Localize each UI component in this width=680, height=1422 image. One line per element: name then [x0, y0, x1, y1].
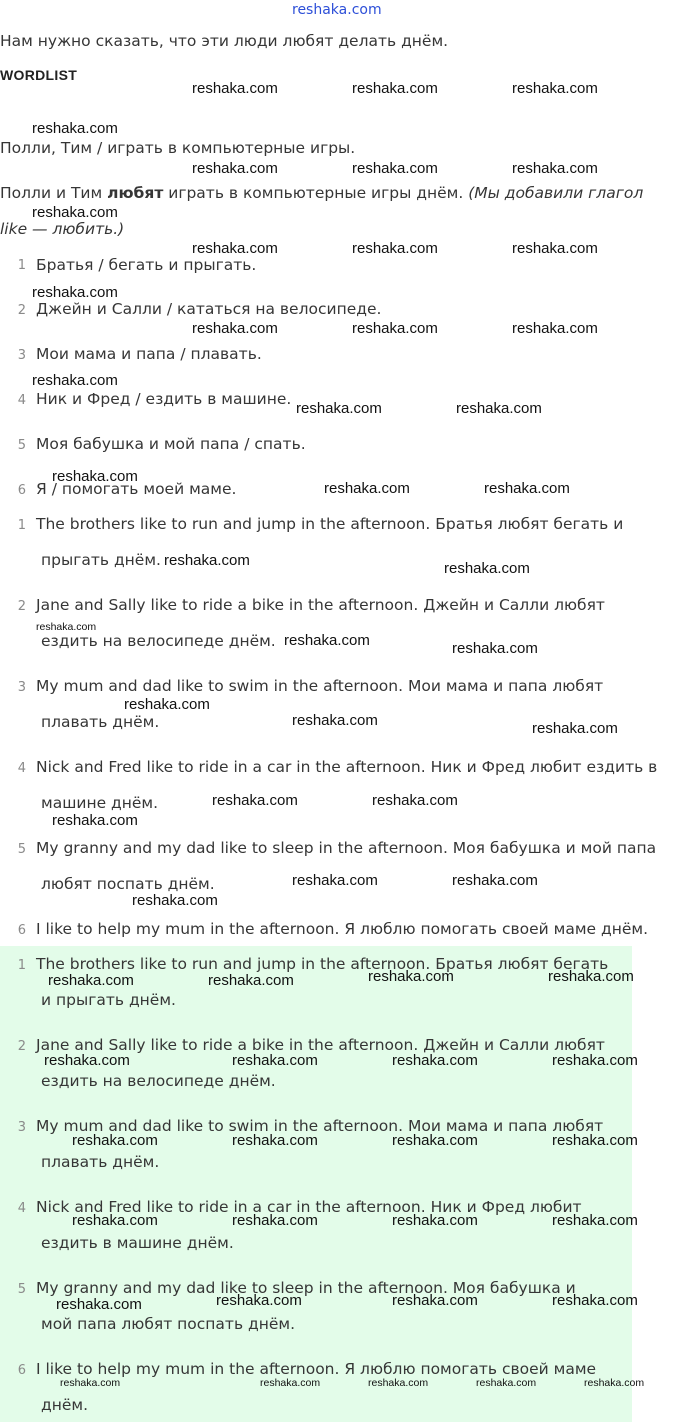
watermark: reshaka.com [72, 1212, 158, 1229]
watermark: reshaka.com [548, 968, 634, 985]
watermark: reshaka.com [284, 632, 370, 649]
answer-line1: Jane and Sally like to ride a bike in the afternoon. Джейн и Салли любят [36, 596, 605, 614]
wordlist-heading: WORDLIST [0, 67, 78, 83]
prompt-number: 6 [17, 483, 26, 498]
watermark: reshaka.com [60, 1377, 121, 1389]
watermark: reshaka.com [456, 400, 542, 417]
answer-line2: ездить на велосипеде днём. [41, 632, 276, 650]
watermark: reshaka.com [164, 552, 250, 569]
watermark: reshaka.com [392, 1292, 478, 1309]
example-answer-bold: любят [107, 184, 164, 202]
watermark: reshaka.com [232, 1052, 318, 1069]
answer-line1: My granny and my dad like to sleep in the afternoon. Моя бабушка и [36, 1279, 576, 1297]
answer-line1: The brothers like to run and jump in the afternoon. Братья любят бегать и [36, 515, 624, 533]
prompt-number: 2 [17, 303, 26, 318]
answer-line1: I like to help my mum in the afternoon. Я люблю помогать своей маме днём. [36, 920, 649, 938]
example-note-line2: like — любить.) [0, 220, 125, 238]
prompt-text: Ник и Фред / ездить в машине. [36, 390, 292, 408]
watermark: reshaka.com [52, 812, 138, 829]
watermark: reshaka.com [192, 160, 278, 177]
answer-number: 4 [17, 1201, 26, 1216]
answer-number: 1 [17, 958, 26, 973]
watermark: reshaka.com [212, 792, 298, 809]
example-answer-rest: играть в компьютерные игры днём. [163, 184, 469, 202]
watermark: reshaka.com [192, 320, 278, 337]
watermark: reshaka.com [324, 480, 410, 497]
watermark: reshaka.com [552, 1292, 638, 1309]
answer-line2: мой папа любят поспать днём. [41, 1315, 296, 1333]
example-answer [0, 184, 643, 202]
watermark: reshaka.com [452, 872, 538, 889]
watermark: reshaka.com [368, 1377, 429, 1389]
watermark: reshaka.com [452, 640, 538, 657]
watermark: reshaka.com [352, 320, 438, 337]
watermark: reshaka.com [132, 892, 218, 909]
watermark: reshaka.com [368, 968, 454, 985]
site-link[interactable]: reshaka.com [292, 2, 382, 18]
watermark: reshaka.com [476, 1377, 537, 1389]
watermark: reshaka.com [216, 1292, 302, 1309]
watermark: reshaka.com [32, 372, 118, 389]
example-answer-start: Полли и Тим [0, 184, 108, 202]
answer-number: 3 [17, 1120, 26, 1135]
watermark: reshaka.com [352, 80, 438, 97]
prompt-text: Братья / бегать и прыгать. [36, 256, 257, 274]
prompt-text: Джейн и Салли / кататься на велосипеде. [36, 300, 382, 318]
watermark: reshaka.com [192, 80, 278, 97]
watermark: reshaka.com [32, 120, 118, 137]
watermark: reshaka.com [208, 972, 294, 989]
watermark: reshaka.com [192, 240, 278, 257]
answer-number: 6 [17, 1363, 26, 1378]
prompt-text: Мои мама и папа / плавать. [36, 345, 262, 363]
answer-line2: плавать днём. [41, 1153, 160, 1171]
watermark: reshaka.com [392, 1052, 478, 1069]
answer-number: 5 [17, 1282, 26, 1297]
answer-number: 3 [17, 680, 26, 695]
watermark: reshaka.com [532, 720, 618, 737]
watermark: reshaka.com [584, 1377, 645, 1389]
answer-line2: плавать днём. [41, 713, 160, 731]
watermark: reshaka.com [292, 872, 378, 889]
answer-number: 1 [17, 518, 26, 533]
answer-line1: Jane and Sally like to ride a bike in the afternoon. Джейн и Салли любят [36, 1036, 605, 1054]
watermark: reshaka.com [512, 320, 598, 337]
watermark: reshaka.com [124, 696, 210, 713]
prompt-number: 5 [17, 438, 26, 453]
task-instruction: Нам нужно сказать, что эти люди любят делать днём. [0, 32, 449, 50]
watermark: reshaka.com [32, 284, 118, 301]
answer-number: 4 [17, 761, 26, 776]
watermark: reshaka.com [552, 1132, 638, 1149]
example-note-line1: (Мы добавили глагол [468, 184, 644, 202]
answer-line2: ездить на велосипеде днём. [41, 1072, 276, 1090]
answer-number: 2 [17, 1039, 26, 1054]
prompt-text: Я / помогать моей маме. [36, 480, 237, 498]
answer-line1: My granny and my dad like to sleep in the afternoon. Моя бабушка и мой папа [36, 839, 657, 857]
prompt-number: 4 [17, 393, 26, 408]
watermark: reshaka.com [392, 1132, 478, 1149]
watermark: reshaka.com [352, 160, 438, 177]
watermark: reshaka.com [48, 972, 134, 989]
answer-line2: любят поспать днём. [41, 875, 215, 893]
answer-line1: The brothers like to run and jump in the afternoon. Братья любят бегать [36, 955, 609, 973]
watermark: reshaka.com [372, 792, 458, 809]
answer-line2: и прыгать днём. [41, 991, 176, 1009]
watermark: reshaka.com [32, 204, 118, 221]
watermark: reshaka.com [232, 1132, 318, 1149]
answer-line2: ездить в машине днём. [41, 1234, 234, 1252]
answer-line2: машине днём. [41, 794, 159, 812]
watermark: reshaka.com [352, 240, 438, 257]
answer-line1: My mum and dad like to swim in the afternoon. Мои мама и папа любят [36, 677, 604, 695]
watermark: reshaka.com [444, 560, 530, 577]
answer-number: 6 [17, 923, 26, 938]
watermark: reshaka.com [552, 1212, 638, 1229]
watermark: reshaka.com [52, 468, 138, 485]
prompt-number: 3 [17, 348, 26, 363]
watermark: reshaka.com [512, 160, 598, 177]
watermark: reshaka.com [44, 1052, 130, 1069]
watermark: reshaka.com [296, 400, 382, 417]
answer-line2: днём. [41, 1396, 89, 1414]
example-prompt: Полли, Тим / играть в компьютерные игры. [0, 139, 356, 157]
watermark: reshaka.com [512, 240, 598, 257]
answer-line1: My mum and dad like to swim in the afternoon. Мои мама и папа любят [36, 1117, 604, 1135]
answer-line1: Nick and Fred like to ride in a car in the afternoon. Ник и Фред любит [36, 1198, 582, 1216]
answer-line2: прыгать днём. [41, 551, 161, 569]
watermark: reshaka.com [260, 1377, 321, 1389]
watermark: reshaka.com [232, 1212, 318, 1229]
answer-number: 2 [17, 599, 26, 614]
watermark: reshaka.com [512, 80, 598, 97]
answer-line1: I like to help my mum in the afternoon. Я люблю помогать своей маме [36, 1360, 597, 1378]
watermark: reshaka.com [484, 480, 570, 497]
watermark: reshaka.com [552, 1052, 638, 1069]
watermark: reshaka.com [56, 1296, 142, 1313]
answer-line1: Nick and Fred like to ride in a car in the afternoon. Ник и Фред любит ездить в [36, 758, 658, 776]
watermark: reshaka.com [392, 1212, 478, 1229]
prompt-text: Моя бабушка и мой папа / спать. [36, 435, 306, 453]
watermark: reshaka.com [36, 621, 97, 633]
watermark: reshaka.com [292, 712, 378, 729]
prompt-number: 1 [17, 258, 26, 273]
answer-number: 5 [17, 842, 26, 857]
watermark: reshaka.com [72, 1132, 158, 1149]
